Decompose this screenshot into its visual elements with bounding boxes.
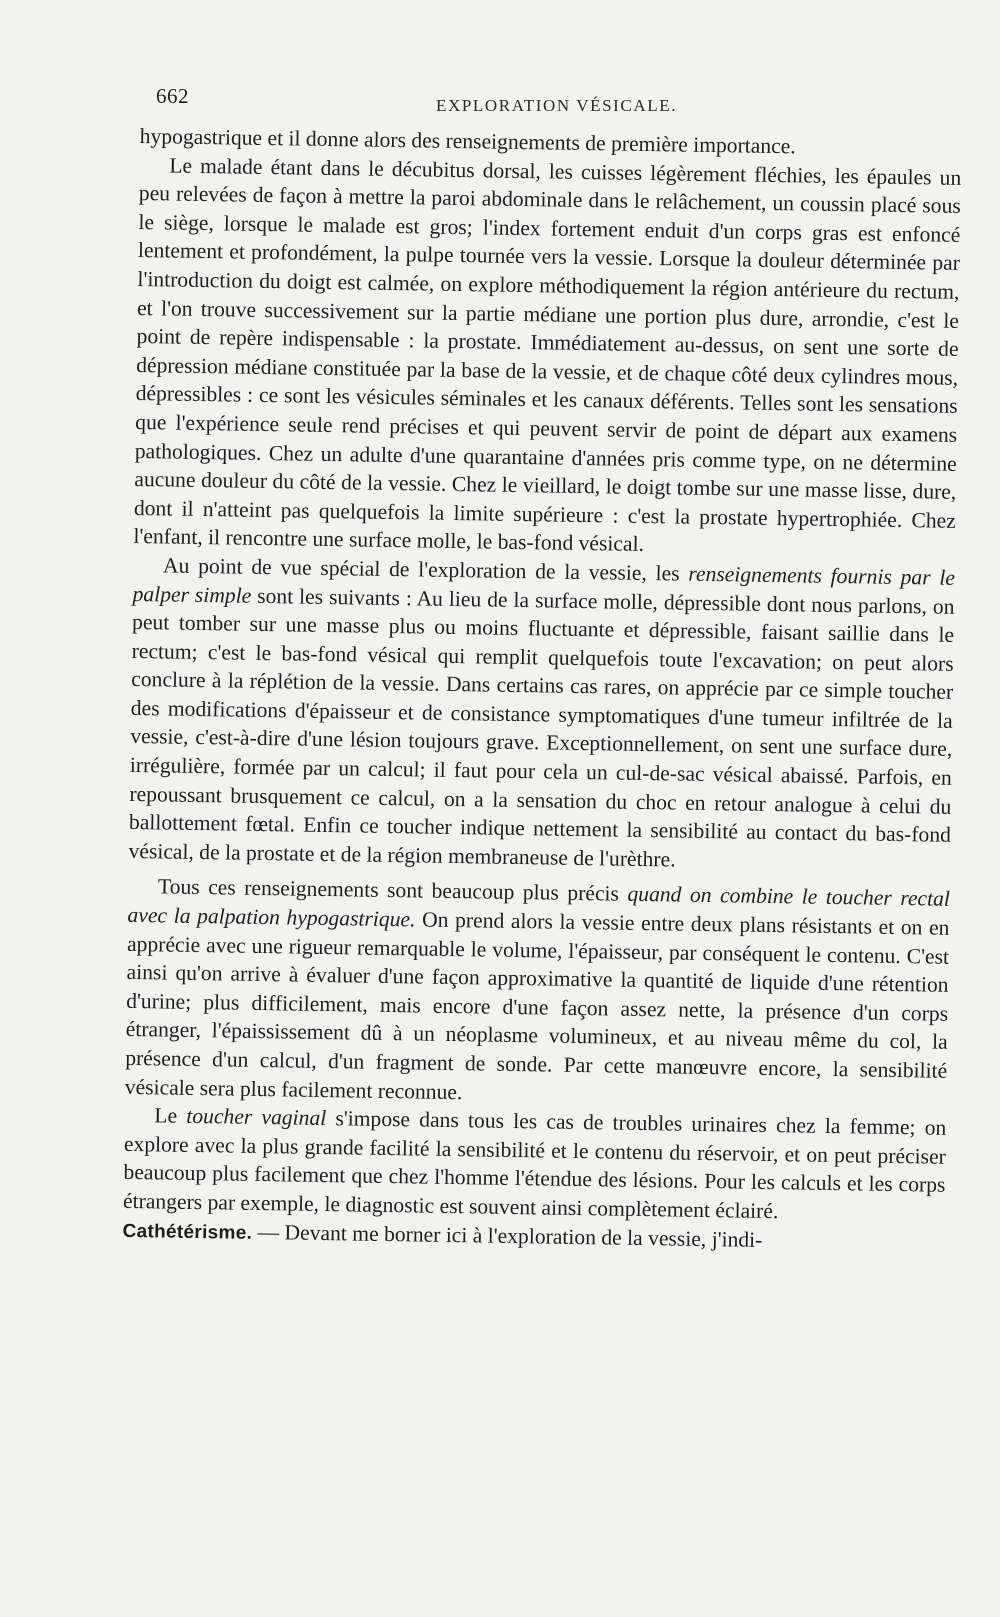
page-header [156,78,716,114]
text-segment: Le malade étant dans le décubitus dorsal, les cuisses légèrement fléchies, les épaules un peu relevées de façon à mettre la paroi abdominale dans le relâchement, un coussin placé sous le siège, lorsque le malade est gros; l'index fortement enduit d'un corps gras est enfoncé lentement et profondément, la pulpe tournée vers la vessie. Lorsque la douleur déterminée par l'introduction du doigt est calmée, on explore méthodiquement la région antérieure du rectum, et l'on trouve successivement sur la partie médiane une portion plus dure, arrondie, c'est le point de repère indispensable : la prostate. Immédiatement au-dessus, on sent une sorte de dépression médiane constituée par la base de la vessie, et de chaque côté deux cylindres mous, dépressibles : ce sont les vésicules séminales et les canaux déférents. Telles sont les sensations que l'expérience seule rend précises et qui peuvent servir de point de départ aux examens pathologiques. Chez un adulte d'une quarantaine d'années pris comme type, on ne détermine aucune douleur du côté de la vessie. Chez le vieillard, le doigt tombe sur une masse lisse, dure, dont il n'atteint pas quelquefois la limite supérieure : c'est la prostate hypertrophiée. Chez l'enfant, il rencontre une surface molle, le bas-fond vésical. [133,153,962,557]
italic-segment: quand on combine le toucher rectal avec la palpation hypogastrique. [127,882,951,932]
paragraph-simple-palpation [128,551,955,878]
section-heading: Cathétérisme. [122,1220,253,1244]
italic-segment: renseignements fournis par le palper simple [132,561,956,608]
page-body [122,122,962,1259]
text-segment: s'impose dans tous les cas de troubles urinaires chez la femme; on explore avec la plus grande facilité la sensibilité et le contenu du réservoir, et on peut préciser beaucoup plus facilement que chez l'homme l'étendue des lésions. Pour les calculs et les corps étrangers par exemple, le diagnostic est souvent ainsi complètement éclairé. [122,1106,947,1224]
text-segment: sont les suivants : Au lieu de la surface molle, dépressible dont nous parlons, on peut tomber sur une masse plus ou moins fluctuante et dépressible, faisant saillie dans le rectum; c'est le bas-fond vésical qui remplit quelquefois toute l'excavation; on peut alors conclure à la réplétion de la vessie. Dans certains cas rares, on apprécie par ce simple toucher des modifications d'épaisseur et de consistance symptomatiques d'une tumeur infiltrée de la vessie, c'est-à-dire d'une lésion toujours grave. Exceptionnellement, on sent une surface dure, irrégulière, formée par un calcul; il faut pour cela un cul-de-sac vésical abaissé. Parfois, en repoussant brusquement ce calcul, on a la sensation du choc en retour analogue à celui du ballottement fœtal. Enfin ce toucher indique nettement la sensibilité au contact du bas-fond vésical, de la prostate et de la région membraneuse de l'urèthre. [128,583,955,872]
page-number: 662 [156,84,189,108]
paragraph-rectal-exam [133,151,961,564]
paragraph-combined-exam [125,872,950,1114]
italic-segment: toucher vaginal [186,1104,327,1131]
text-segment: Le [154,1103,187,1129]
paragraph-vaginal-exam [123,1101,947,1228]
text-segment: Au point de vue spécial de l'exploration de la vessie, les [162,553,689,586]
text-segment: On prend alors la vessie entre deux plans résistants et on en apprécie avec une rigueur remarquable le volume, l'épaisseur, par conséquent le contenu. C'est ainsi qu'on arrive à évaluer d'une façon approximative la quantité de liquide d'une rétention d'urine; plus difficilement, mais encore d'une façon assez nette, la présence d'un corps étranger, l'épaississement dû à un néoplasme volumineux, et au niveau même du col, la présence d'un calcul, d'un fragment de sonde. Par cette manœuvre encore, la sensibilité vésicale sera plus facilement reconnue. [124,907,950,1104]
text-segment: — Devant me borner ici à l'exploration de la vessie, j'indi- [251,1219,763,1252]
text-segment: hypogastrique et il donne alors des renseignements de première importance. [139,123,796,159]
text-segment: Tous ces renseignements sont beaucoup plus précis [157,874,628,907]
running-head: EXPLORATION VÉSICALE. [436,96,678,115]
